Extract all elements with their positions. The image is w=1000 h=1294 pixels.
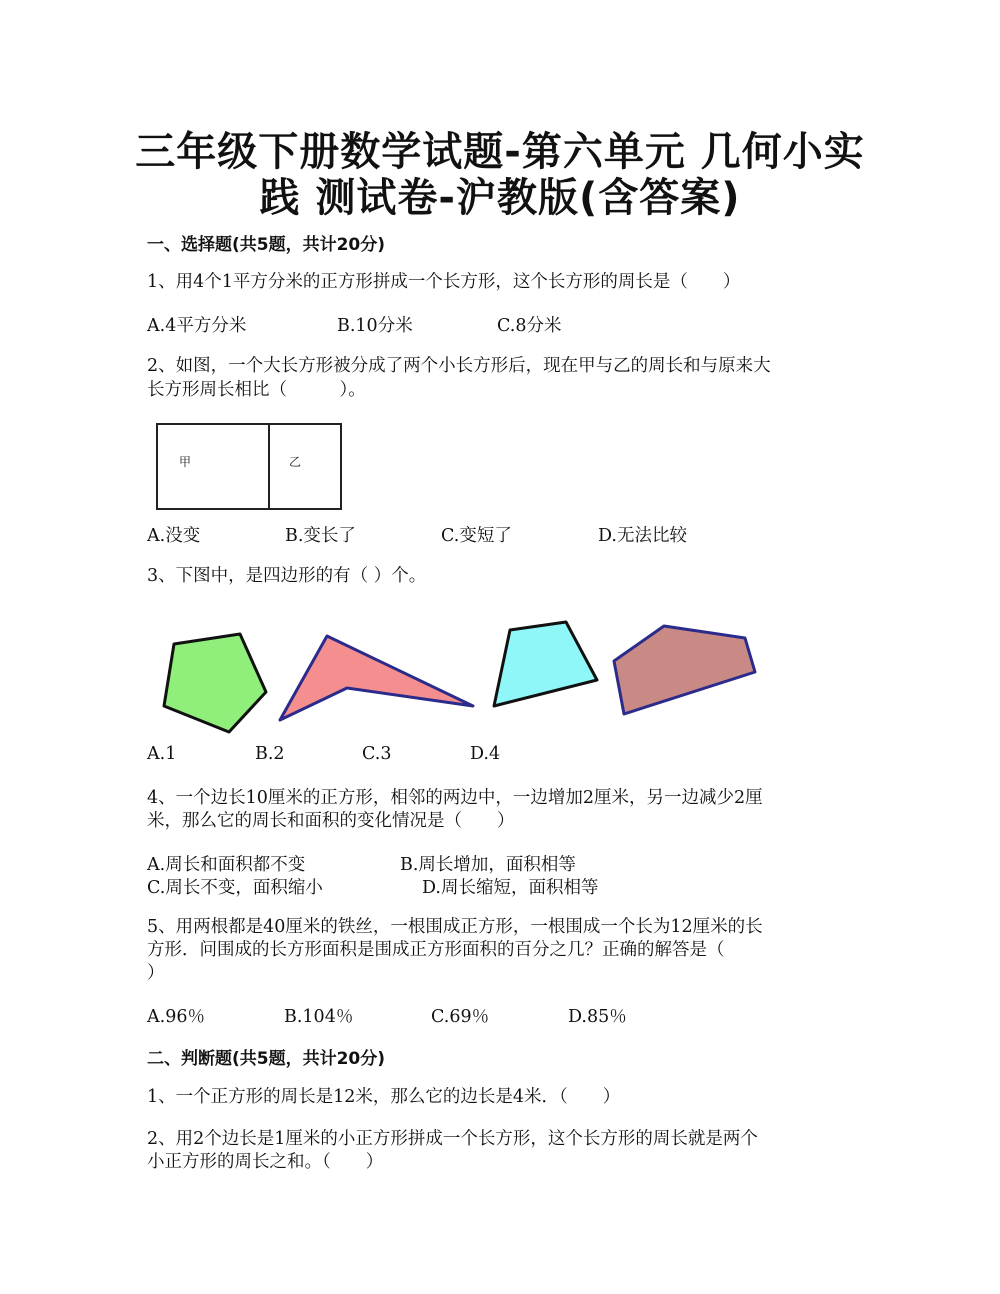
figure-label-jia: 甲 [179,455,192,469]
question-4-option-c: C.周长不变，面积缩小 [147,878,323,898]
question-4-stem-line-1: 4、一个边长10厘米的正方形，相邻的两边中，一边增加2厘米，另一边减少2厘 [147,788,763,808]
question-3-shapes-figure [0,600,1000,740]
question-2-option-d: D.无法比较 [598,526,687,546]
question-4-stem-line-2: 米，那么它的周长和面积的变化情况是（ ） [147,811,515,831]
question-5-stem-line-1: 5、用两根都是40厘米的铁丝，一根围成正方形，一根围成一个长为12厘米的长 [147,917,763,937]
question-3-option-d: D.4 [470,744,501,764]
question-5-option-c: C.69％ [431,1007,490,1027]
shape-pentagon [164,634,266,732]
question-5-stem-line-2: 方形．问围成的长方形面积是围成正方形面积的百分之几？正确的解答是（ [147,940,725,960]
question-2-option-a: A.没变 [147,526,201,546]
question-2-figure-rectangle [156,423,342,510]
question-1-option-b: B.10分米 [337,316,413,336]
question-4-option-d: D.周长缩短，面积相等 [422,878,599,898]
judgment-1-stem: 1、一个正方形的周长是12米，那么它的边长是4米．（ ） [147,1087,621,1107]
question-2-option-c: C.变短了 [441,526,512,546]
question-1-option-a: A.4平方分米 [147,316,247,336]
question-2-figure-divider [268,425,270,508]
question-5-option-d: D.85％ [568,1007,627,1027]
shape-trapezoid [494,622,597,706]
question-5-option-a: A.96％ [147,1007,205,1027]
figure-label-yi: 乙 [289,455,302,469]
question-3-stem: 3、下图中，是四边形的有（ ）个。 [147,566,427,586]
section-heading-true-false: 二、判断题(共5题，共计20分) [147,1049,386,1069]
question-4-option-b: B.周长增加，面积相等 [400,855,576,875]
shape-triangle [280,636,473,720]
question-5-option-b: B.104％ [284,1007,354,1027]
shape-hexagon [614,626,755,714]
question-2-option-b: B.变长了 [285,526,356,546]
question-2-stem-line-2: 长方形周长相比（ ）。 [147,380,366,400]
question-3-option-b: B.2 [255,744,285,764]
judgment-2-stem-line-1: 2、用2个边长是1厘米的小正方形拼成一个长方形，这个长方形的周长就是两个 [147,1129,758,1149]
question-3-option-c: C.3 [362,744,392,764]
page-title-line-1: 三年级下册数学试题-第六单元 几何小实 [135,129,865,175]
question-3-option-a: A.1 [147,744,177,764]
question-5-stem-line-3: ） [147,963,165,983]
question-1-stem: 1、用4个1平方分米的正方形拼成一个长方形，这个长方形的周长是（ ） [147,272,741,292]
question-1-option-c: C.8分米 [497,316,562,336]
question-4-option-a: A.周长和面积都不变 [147,855,306,875]
section-heading-choice: 一、选择题(共5题，共计20分) [147,235,386,255]
question-2-stem-line-1: 2、如图，一个大长方形被分成了两个小长方形后，现在甲与乙的周长和与原来大 [147,356,771,376]
judgment-2-stem-line-2: 小正方形的周长之和。（ ） [147,1152,384,1172]
page-title-line-2: 践 测试卷-沪教版(含答案) [259,175,741,221]
